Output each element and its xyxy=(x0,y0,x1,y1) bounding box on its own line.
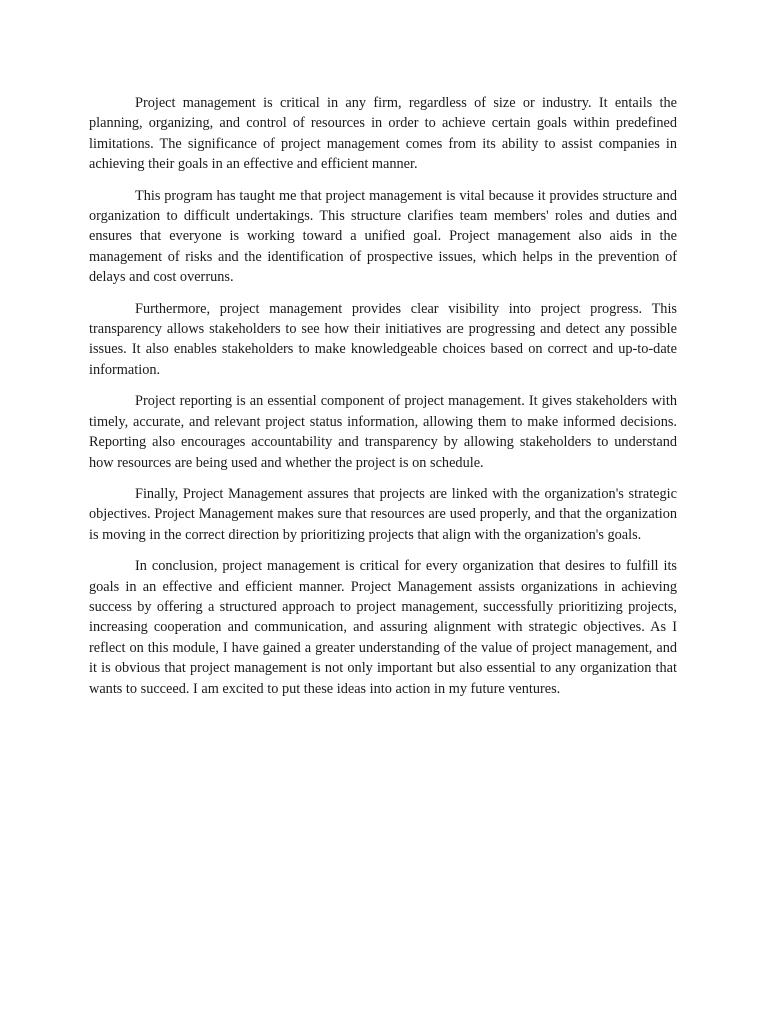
paragraph-6: In conclusion, project management is critical for every organization that desires to fulfill its goals in an effective and efficient manner. Project Management assists organizations in achieving success by offering a structured approach to project management, successfully prioritizing projects, increasing cooperation and communication, and assuring alignment with strategic objectives. As I reflect on this module, I have gained a greater understanding of the value of project management, and it is obvious that project management is not only important but also essential to any organization that wants to succeed. I am excited to put these ideas into action in my future ventures. xyxy=(89,558,677,697)
paragraph-1: Project management is critical in any firm, regardless of size or industry. It entails the planning, organizing, and control of resources in order to achieve certain goals within predefined limitations. The significance of project management comes from its ability to assist companies in achieving their goals in an effective and efficient manner. xyxy=(89,95,677,173)
paragraph-5: Finally, Project Management assures that projects are linked with the organization's strategic objectives. Project Management makes sure that resources are used properly, and that the organization is moving in the correct direction by prioritizing projects that align with the organization's goals. xyxy=(89,485,677,543)
paragraph-3: Furthermore, project management provides clear visibility into project progress. This transparency allows stakeholders to see how their initiatives are progressing and detect any possible issues. It also enables stakeholders to make knowledgeable choices based on correct and up-to-date information. xyxy=(89,300,677,378)
paragraph-4: Project reporting is an essential component of project management. It gives stakeholders with timely, accurate, and relevant project status information, allowing them to make informed decisions. Reporting also encourages accountability and transparency by allowing stakeholders to understand how resources are being used and whether the project is on schedule. xyxy=(89,393,677,471)
paragraph-2: This program has taught me that project management is vital because it provides structure and organization to difficult undertakings. This structure clarifies team members' roles and duties and ensures that everyone is working toward a unified goal. Project management also aids in the management of risks and the identification of prospective issues, which helps in the prevention of delays and cost overruns. xyxy=(89,187,677,286)
document-body xyxy=(89,93,677,710)
